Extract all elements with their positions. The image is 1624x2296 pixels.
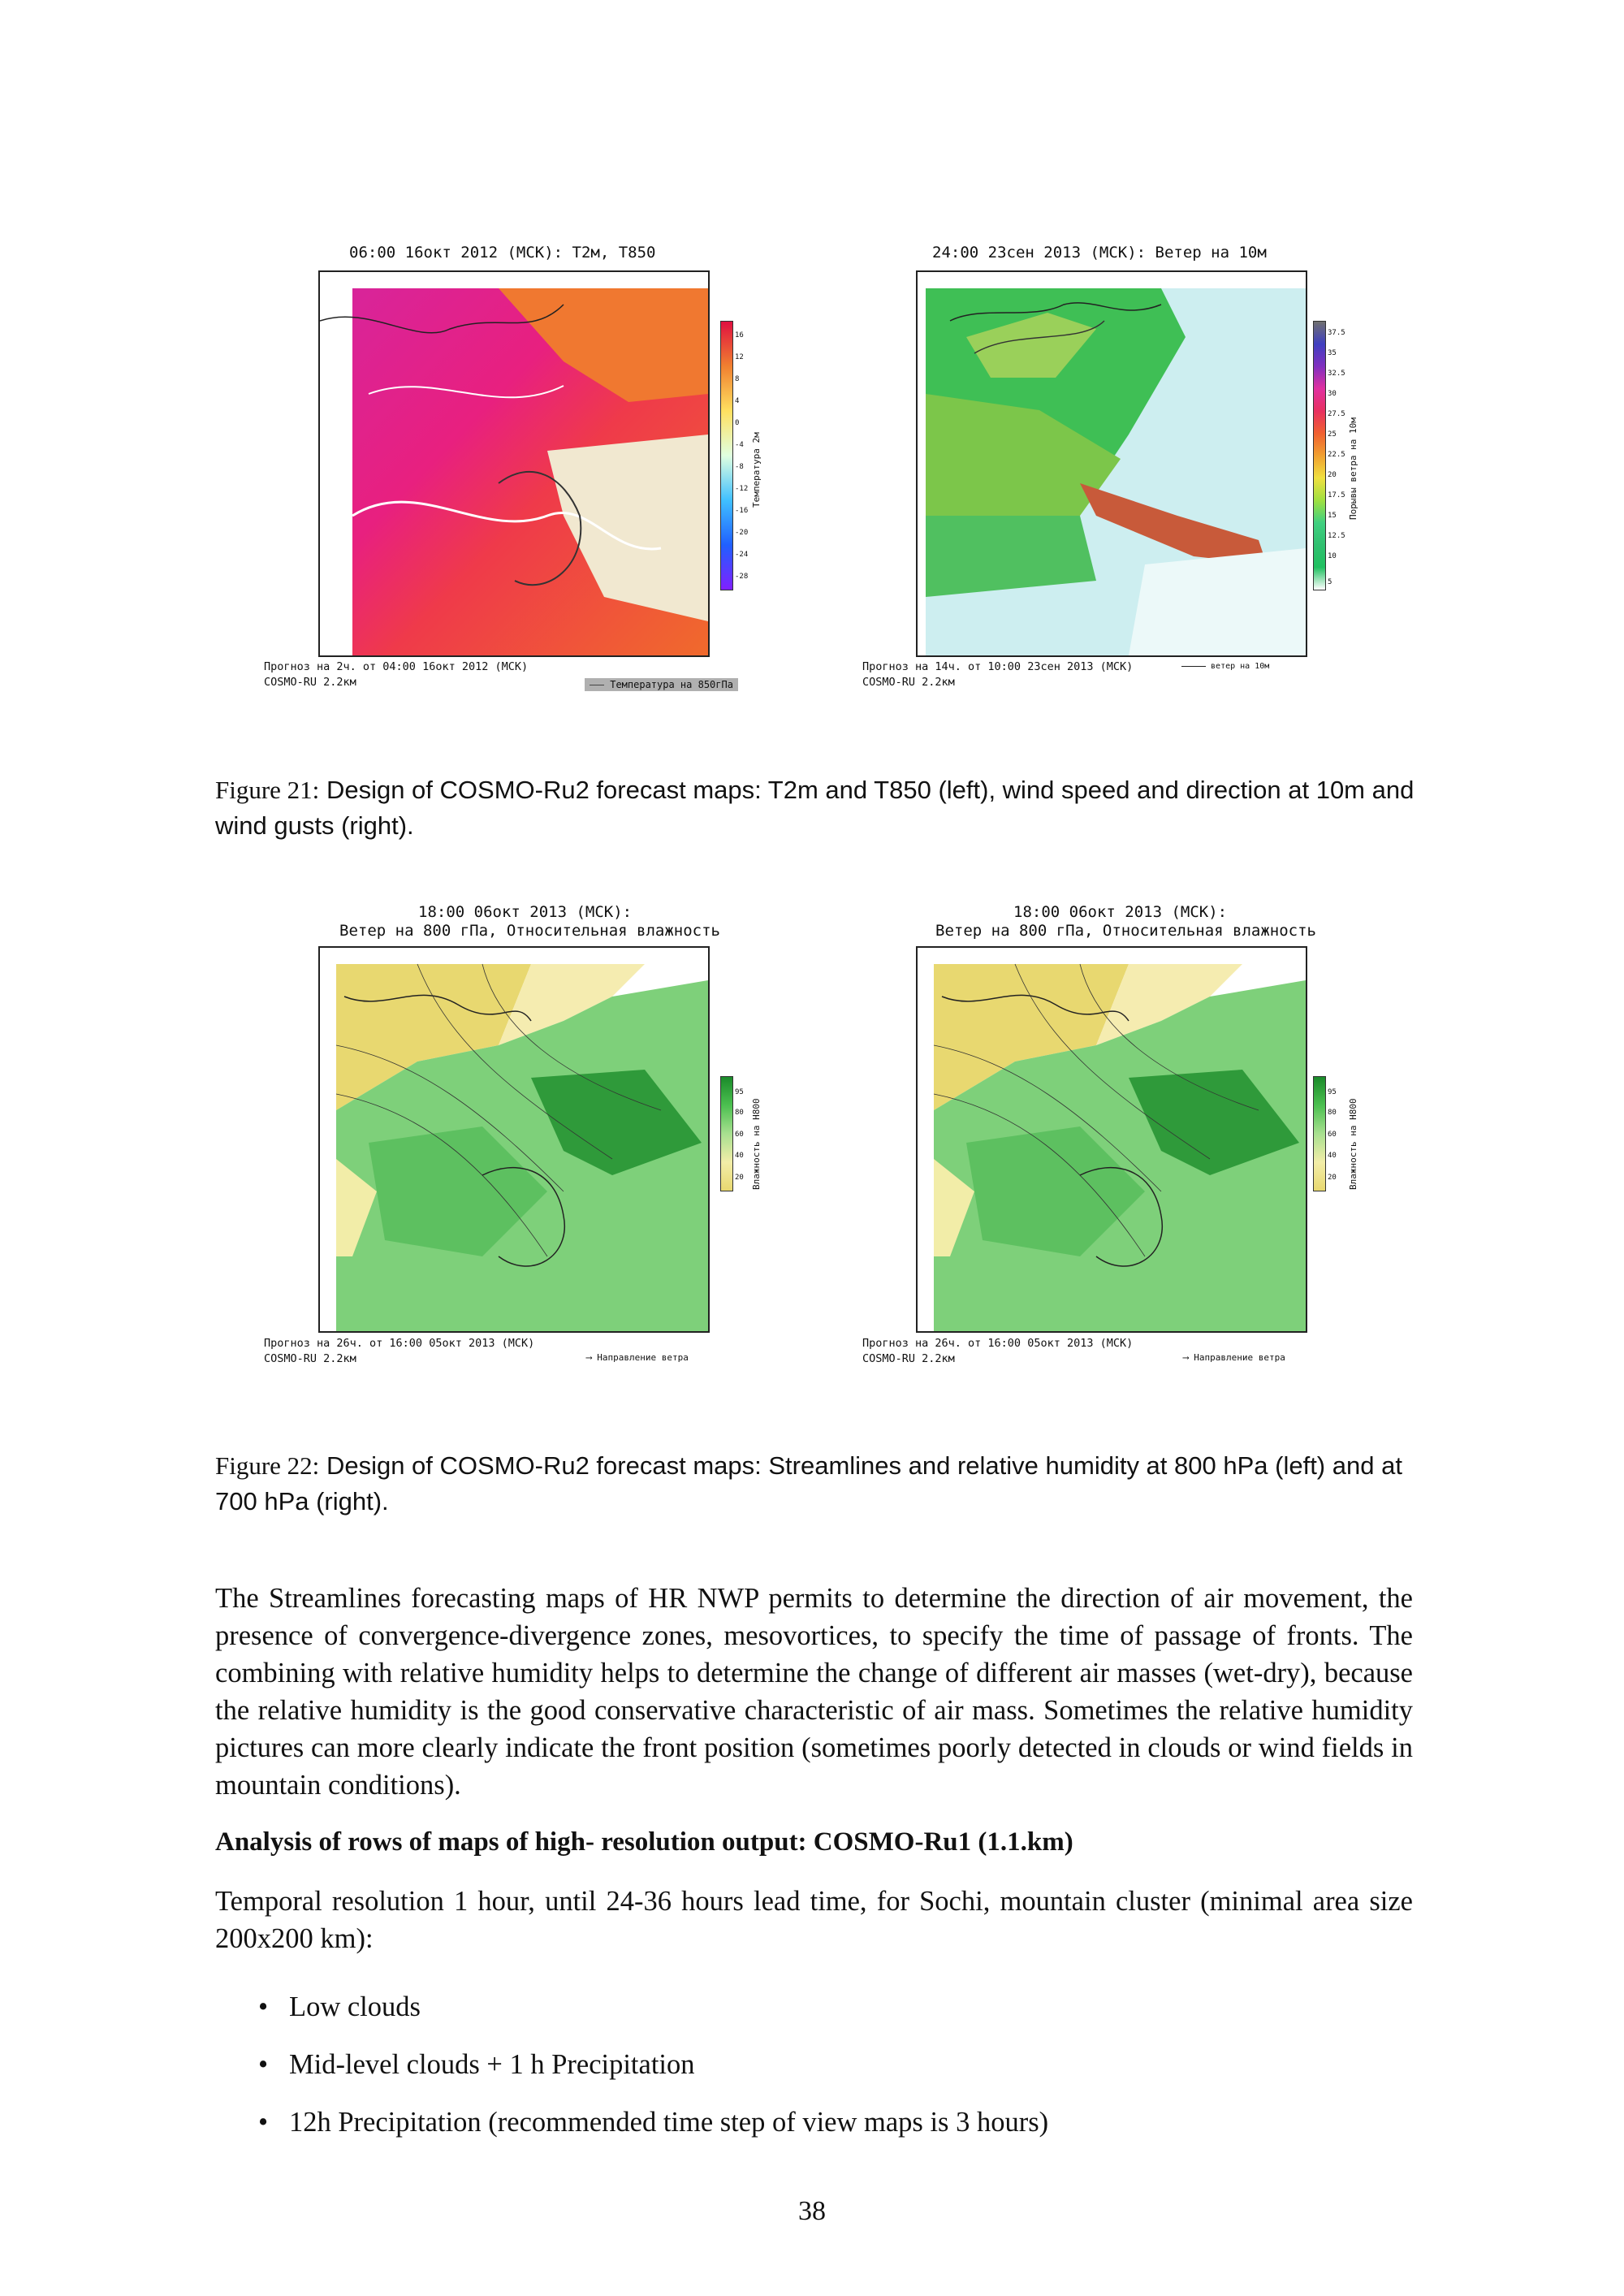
temperature-map-image: [320, 272, 708, 655]
colorbar-tick: 0: [735, 419, 740, 427]
fig21-left-footer-line1: Прогноз на 2ч. от 04:00 16окт 2012 (МСК): [264, 660, 529, 673]
colorbar-tick: -28: [735, 573, 749, 581]
colorbar-tick: 16: [735, 331, 744, 339]
fig21-left-colorbar-title: Температура 2м: [751, 432, 762, 508]
fig22-left-colorbar-title: Влажность на H800: [751, 1098, 762, 1190]
colorbar-tick: 95: [735, 1088, 744, 1096]
colorbar-tick: 60: [1328, 1131, 1337, 1139]
arrow-icon: ⟶: [1183, 1352, 1189, 1363]
fig22-left-legend: [586, 1352, 689, 1363]
humidity-map-image: [918, 948, 1306, 1331]
colorbar-tick: 80: [735, 1109, 744, 1117]
colorbar-tick: 30: [1328, 390, 1337, 398]
page-number: 38: [798, 2196, 826, 2226]
colorbar-tick: 10: [1328, 552, 1337, 560]
fig22-right-footer-line1: Прогноз на 26ч. от 16:00 05окт 2013 (МСК): [862, 1337, 1134, 1350]
fig22-left-footer-line1: Прогноз на 26ч. от 16:00 05окт 2013 (МСК): [264, 1337, 535, 1350]
fig22-left-title-line1: 18:00 06окт 2013 (МСК):: [418, 903, 633, 921]
colorbar-tick: 60: [735, 1131, 744, 1139]
colorbar-tick: 4: [735, 397, 740, 405]
colorbar-tick: 12: [735, 353, 744, 361]
figure-22-caption: [215, 1448, 1415, 1520]
colorbar-tick: 22.5: [1328, 451, 1345, 459]
colorbar-tick: 17.5: [1328, 491, 1345, 499]
legend-label: Направление ветра: [597, 1352, 689, 1363]
fig21-left-legend: [585, 678, 738, 691]
figure-label: Figure 21:: [215, 776, 320, 804]
caption-text: Design of COSMO-Ru2 forecast maps: T2m and T850 (left), wind speed and direction at 10m and wind gusts (right).: [215, 776, 1415, 840]
bullet-icon: •: [258, 2107, 269, 2138]
figure-label: Figure 22:: [215, 1451, 320, 1480]
colorbar-tick: 95: [1328, 1088, 1337, 1096]
colorbar-tick: 5: [1328, 578, 1332, 586]
list-item-text: Low clouds: [289, 1991, 421, 2022]
colorbar-tick: 40: [735, 1152, 744, 1160]
list-item: [258, 1991, 1048, 2049]
colorbar-tick: 15: [1328, 512, 1337, 520]
colorbar-tick: 40: [1328, 1152, 1337, 1160]
humidity-map-image: [320, 948, 708, 1331]
colorbar-tick: 20: [1328, 1174, 1337, 1182]
fig21-right-map: [916, 270, 1307, 657]
legend-label: Направление ветра: [1194, 1352, 1285, 1363]
colorbar-tick: 20: [1328, 471, 1337, 479]
caption-text: Design of COSMO-Ru2 forecast maps: Streamlines and relative humidity at 800 hPa (left) and at 700 hPa (right).: [215, 1451, 1402, 1516]
fig21-right-colorbar-title: Порывы ветра на 10м: [1348, 417, 1358, 520]
legend-label: ветер на 10м: [1211, 662, 1270, 671]
legend-barb-icon: [1181, 666, 1206, 667]
fig21-left-title: 06:00 16окт 2012 (МСК): T2м, T850: [349, 244, 656, 262]
fig21-right-footer-line2: COSMO-RU 2.2км: [862, 676, 955, 689]
fig22-right-colorbar: [1313, 1076, 1326, 1191]
colorbar-tick: 37.5: [1328, 329, 1345, 337]
bullet-icon: •: [258, 2049, 269, 2080]
fig22-left-map: [318, 946, 710, 1333]
fig22-left-colorbar: [720, 1076, 733, 1191]
colorbar-tick: 25: [1328, 430, 1337, 439]
list-item-text: 12h Precipitation (recommended time step of view maps is 3 hours): [289, 2107, 1049, 2138]
fig21-right-colorbar: [1313, 321, 1326, 590]
colorbar-tick: 80: [1328, 1109, 1337, 1117]
colorbar-tick: -20: [735, 529, 749, 537]
colorbar-tick: 27.5: [1328, 410, 1345, 418]
colorbar-tick: -8: [735, 463, 744, 471]
list-item-text: Mid-level clouds + 1 h Precipitation: [289, 2049, 695, 2080]
arrow-icon: ⟶: [586, 1352, 592, 1363]
section-heading: Analysis of rows of maps of high- resolution output: COSMO-Ru1 (1.1.km): [215, 1827, 1073, 1857]
bullet-list: [258, 1991, 1048, 2164]
colorbar-tick: -16: [735, 507, 749, 515]
bullet-icon: •: [258, 1991, 269, 2022]
colorbar-tick: -4: [735, 441, 744, 449]
figure-21-caption: [215, 772, 1415, 844]
colorbar-tick: 32.5: [1328, 370, 1345, 378]
intro-paragraph: Temporal resolution 1 hour, until 24-36 hours lead time, for Sochi, mountain cluster (minimal area size 200x200 km):: [215, 1886, 1413, 1954]
fig21-right-footer-line1: Прогноз на 14ч. от 10:00 23сен 2013 (МСК): [862, 660, 1134, 673]
fig22-left-title-line2: Ветер на 800 гПа, Относительная влажность: [339, 922, 720, 940]
fig21-left-footer-line2: COSMO-RU 2.2км: [264, 676, 356, 689]
colorbar-tick: 12.5: [1328, 532, 1345, 540]
fig21-right-legend: [1181, 662, 1269, 671]
fig22-right-map: [916, 946, 1307, 1333]
colorbar-tick: 20: [735, 1174, 744, 1182]
fig21-left-map: [318, 270, 710, 657]
wind-map-image: [918, 272, 1306, 655]
list-item: [258, 2049, 1048, 2107]
fig22-right-title-line1: 18:00 06окт 2013 (МСК):: [1013, 903, 1228, 921]
colorbar-tick: 35: [1328, 349, 1337, 357]
fig22-right-colorbar-title: Влажность на H800: [1348, 1098, 1358, 1190]
colorbar-tick: -24: [735, 551, 749, 559]
fig22-right-legend: [1183, 1352, 1285, 1363]
fig22-left-footer-line2: COSMO-RU 2.2км: [264, 1352, 356, 1365]
fig22-right-title-line2: Ветер на 800 гПа, Относительная влажность: [935, 922, 1316, 940]
list-item: [258, 2107, 1048, 2164]
legend-label: Температура на 850гПа: [610, 679, 733, 690]
colorbar-tick: -12: [735, 485, 749, 493]
body-paragraph: The Streamlines forecasting maps of HR NWP permits to determine the direction of air movement, the presence of convergence-divergence zones, mesovortices, to specify the time of passage of fronts. The combining with relative humidity helps to determine the change of different air masses (wet-dry), because the relative humidity is the good conservative characteristic of air mass. Sometimes the relative humidity pictures can more clearly indicate the front position (sometimes poorly detected in clouds or wind fields in mountain conditions).: [215, 1583, 1413, 1801]
fig21-left-colorbar: [720, 321, 733, 590]
fig22-right-footer-line2: COSMO-RU 2.2км: [862, 1352, 955, 1365]
colorbar-tick: 8: [735, 375, 740, 383]
fig21-right-title: 24:00 23сен 2013 (МСК): Ветер на 10м: [932, 244, 1267, 262]
